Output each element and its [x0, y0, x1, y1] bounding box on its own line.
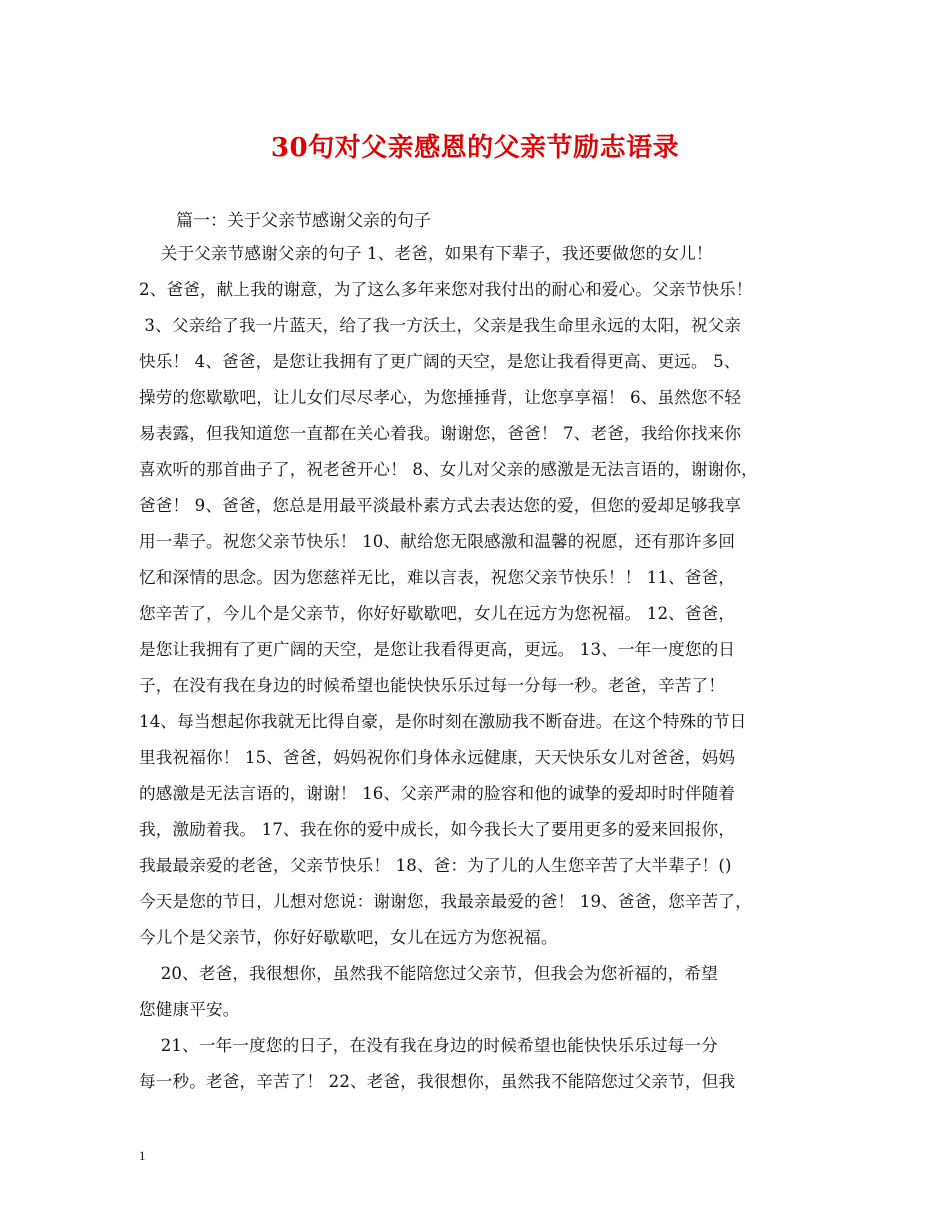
document-title: 30句对父亲感恩的父亲节励志语录 [270, 133, 680, 163]
body-line: 是您让我拥有了更广阔的天空，是您让我看得更高，更远。 13、一年一度您的日 [139, 640, 736, 659]
body-line: 我，激励着我。 17、我在你的爱中成长，如今我长大了要用更多的爱来回报你， [139, 820, 736, 839]
body-line: 子，在没有我在身边的时候希望也能快快乐乐过每一分每一秒。老爸，辛苦了！ [139, 676, 726, 695]
body-line: 20、老爸，我很想你，虽然我不能陪您过父亲节，但我会为您祈福的，希望 [139, 964, 718, 983]
body-line: 的感激是无法言语的，谢谢！ 16、父亲严肃的脸容和他的诚挚的爱却时时伴随着 [139, 784, 736, 803]
body-line: 忆和深情的思念。因为您慈祥无比，难以言表，祝您父亲节快乐！！ 11、爸爸， [139, 568, 736, 587]
body-line: 您健康平安。 [139, 1000, 240, 1019]
body-line: 2、爸爸，献上我的谢意，为了这么多年来您对我付出的耐心和爱心。父亲节快乐！ [139, 280, 753, 299]
section-heading: 篇一：关于父亲节感谢父亲的句子 [176, 211, 431, 231]
body-line: 3、父亲给了我一片蓝天，给了我一方沃土，父亲是我生命里永远的太阳，祝父亲 [139, 316, 742, 335]
body-line: 操劳的您歇歇吧，让儿女们尽尽孝心，为您捶捶背，让您享享福！ 6、虽然您不轻 [139, 388, 742, 407]
body-line: 快乐！ 4、爸爸，是您让我拥有了更广阔的天空，是您让我看得更高、更远。 5、 [139, 352, 741, 371]
body-line: 14、每当想起你我就无比得自豪，是你时刻在激励我不断奋进。在这个特殊的节日 [139, 712, 747, 731]
body-line: 用一辈子。祝您父亲节快乐！ 10、献给您无限感激和温馨的祝愿，还有那许多回 [139, 532, 736, 551]
body-line: 爸爸！ 9、爸爸，您总是用最平淡最朴素方式去表达您的爱，但您的爱却足够我享 [139, 496, 742, 515]
body-line: 您辛苦了，今儿个是父亲节，你好好歇歇吧，女儿在远方为您祝福。 12、爸爸， [139, 604, 736, 623]
body-line: 我最最亲爱的老爸，父亲节快乐！ 18、爸：为了儿的人生您辛苦了大半辈子！() [139, 856, 732, 875]
document-body [139, 236, 814, 1100]
body-line: 里我祝福你！ 15、爸爸，妈妈祝你们身体永远健康，天天快乐女儿对爸爸，妈妈 [139, 748, 736, 767]
body-line: 今天是您的节日，儿想对您说：谢谢您，我最亲最爱的爸！ 19、爸爸，您辛苦了， [139, 892, 752, 911]
page-number: 1 [139, 1148, 146, 1163]
body-line: 今儿个是父亲节，你好好歇歇吧，女儿在远方为您祝福。 [139, 928, 558, 947]
body-line: 喜欢听的那首曲子了，祝老爸开心！ 8、女儿对父亲的感激是无法言语的，谢谢你， [139, 460, 758, 479]
body-line: 关于父亲节感谢父亲的句子 1、老爸，如果有下辈子，我还要做您的女儿！ [139, 244, 713, 263]
body-line: 21、一年一度您的日子，在没有我在身边的时候希望也能快快乐乐过每一分 [139, 1036, 718, 1055]
body-line: 易表露，但我知道您一直都在关心着我。谢谢您，爸爸！ 7、老爸，我给你找来你 [139, 424, 742, 443]
body-line: 每一秒。老爸，辛苦了！ 22、老爸，我很想你，虽然我不能陪您过父亲节，但我 [139, 1072, 736, 1091]
